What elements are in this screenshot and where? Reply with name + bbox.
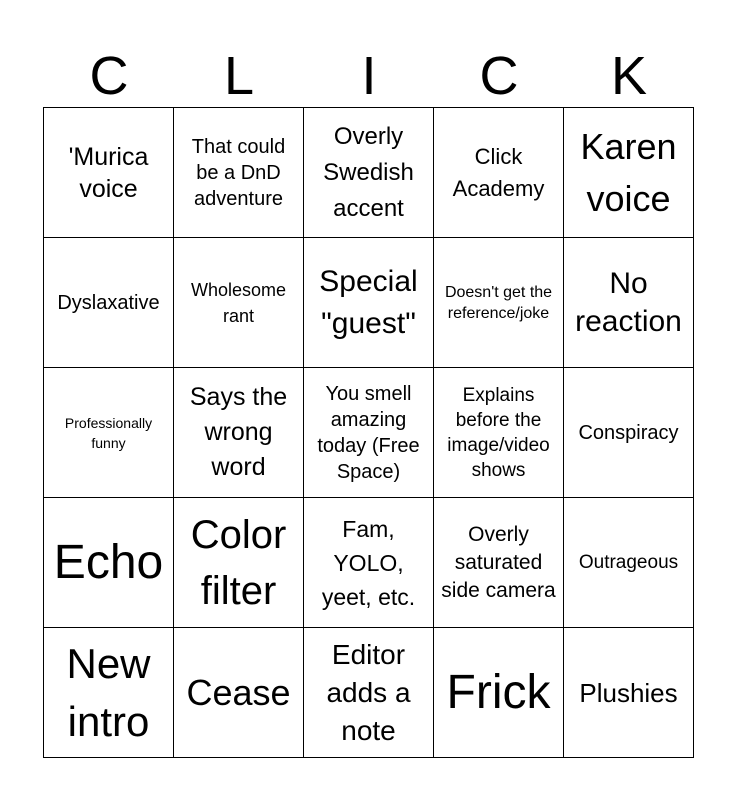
cell-text: You smell amazing today (Free Space): [317, 382, 420, 483]
bingo-cell[interactable]: [304, 238, 434, 368]
bingo-cell[interactable]: [44, 368, 174, 498]
bingo-cell[interactable]: [174, 108, 304, 238]
header-letter-c2: C: [479, 46, 519, 106]
cell-text: Dyslaxative: [57, 291, 160, 314]
cell-text: Karen voice: [580, 125, 677, 219]
bingo-cell[interactable]: [174, 498, 304, 628]
cell-text: Cease: [186, 671, 291, 713]
bingo-cell[interactable]: [434, 368, 564, 498]
cell-text: No reaction: [575, 266, 682, 338]
cell-text: Overly saturated side camera: [441, 522, 556, 602]
bingo-cell[interactable]: [564, 108, 694, 238]
bingo-cell[interactable]: [44, 628, 174, 758]
bingo-board: [43, 107, 694, 758]
bingo-cell[interactable]: [44, 498, 174, 628]
header-letter-l: L: [223, 46, 255, 106]
board-row: [44, 628, 694, 758]
bingo-cell[interactable]: [304, 108, 434, 238]
cell-text: Echo: [53, 535, 164, 589]
cell-text: Wholesome rant: [190, 279, 287, 326]
cell-text: Special "guest": [319, 264, 418, 340]
header-letter-k: K: [610, 46, 648, 106]
board-row: [44, 238, 694, 368]
bingo-cell[interactable]: [434, 628, 564, 758]
bingo-cell[interactable]: [434, 238, 564, 368]
cell-text: Fam, YOLO, yeet, etc.: [321, 515, 416, 610]
cell-text: Frick: [446, 665, 551, 719]
bingo-cell[interactable]: [174, 628, 304, 758]
cell-text: Color filter: [190, 512, 287, 613]
cell-text: Editor adds a note: [326, 638, 411, 746]
bingo-cell[interactable]: [304, 368, 434, 498]
header-letter-i: I: [361, 46, 377, 106]
cell-text: Professionally funny: [64, 414, 153, 451]
bingo-cell[interactable]: [564, 238, 694, 368]
cell-text: Click Academy: [452, 143, 545, 201]
cell-text: Overly Swedish accent: [323, 122, 414, 222]
bingo-cell[interactable]: [564, 628, 694, 758]
cell-text: 'Murica voice: [68, 142, 149, 203]
bingo-cell[interactable]: [174, 368, 304, 498]
bingo-cell[interactable]: [304, 628, 434, 758]
bingo-header: [44, 44, 694, 108]
cell-text: Explains before the image/video shows: [447, 384, 550, 481]
bingo-cell[interactable]: [44, 238, 174, 368]
board-row: [44, 108, 694, 238]
cell-text: Plushies: [579, 677, 678, 708]
bingo-cell[interactable]: [564, 368, 694, 498]
bingo-cell[interactable]: [564, 498, 694, 628]
bingo-cell[interactable]: [434, 108, 564, 238]
cell-text: Doesn't get the reference/joke: [444, 283, 553, 322]
cell-text: That could be a DnD adventure: [191, 135, 286, 210]
board-row: [44, 498, 694, 628]
bingo-cell[interactable]: [304, 498, 434, 628]
board-row: [44, 368, 694, 498]
bingo-cell[interactable]: [44, 108, 174, 238]
cell-text: Outrageous: [578, 551, 679, 573]
cell-text: New intro: [66, 639, 151, 745]
bingo-cell[interactable]: [174, 238, 304, 368]
cell-text: Says the wrong word: [189, 383, 288, 481]
header-letter-c: C: [89, 46, 129, 106]
cell-text: Conspiracy: [578, 421, 679, 444]
bingo-cell[interactable]: [434, 498, 564, 628]
